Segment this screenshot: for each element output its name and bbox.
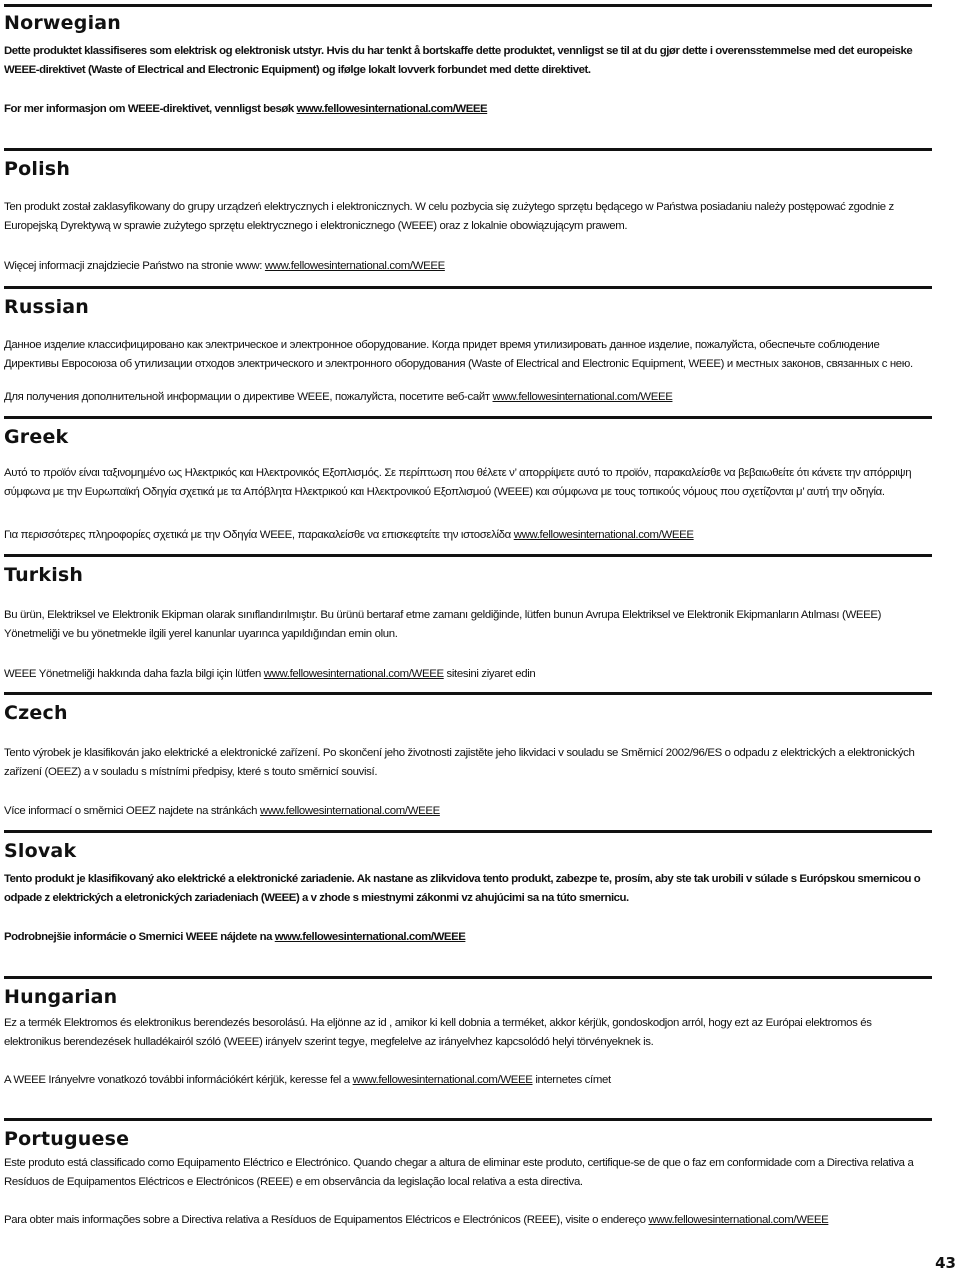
- section-divider: [4, 976, 932, 979]
- section-divider: [4, 416, 932, 419]
- section-heading: Greek: [4, 426, 69, 448]
- more-info-text: WEEE Yönetmeliği hakkında daha fazla bilgi için lütfen: [4, 668, 264, 680]
- more-info-text: Для получения дополнительной информации о директиве WEEE, пожалуйста, посетите веб-сайт: [4, 391, 493, 403]
- section-heading: Hungarian: [4, 986, 118, 1008]
- more-info-text: A WEEE Irányelvre vonatkozó további információkért kérjük, keresse fel a: [4, 1074, 353, 1086]
- more-info-line: [4, 388, 930, 407]
- weee-link[interactable]: www.fellowesinternational.com/WEEE: [274, 931, 466, 943]
- more-info-line: [4, 665, 930, 684]
- section-body: Αυτό το προϊόν είναι ταξινομημένο ως Ηλεκτρικός και Ηλεκτρονικός Εξοπλισμός. Σε περίπτωση που θέλετε ν’ απορρίψετε αυτό το προϊόν, παρακαλείσθε να βεβαιωθείτε ότι κάνετε την απόρριψη σύμφωνα με την Ευρωπαϊκή Οδηγία σχετικά με τα Απόβλητα Ηλεκτρικού και Ηλεκτρονικού Εξοπλισμού (WEEE) και σύμφωνα με τους τοπικούς νόμους που σχετίζονται μ’ αυτή την οδηγία.: [4, 467, 912, 498]
- section-body: Este produto está classificado como Equipamento Eléctrico e Electrónico. Quando chegar a altura de eliminar este produto, certifique-se de que o faz em conformidade com a Directiva relativa a Resíduos de Equipamentos Eléctricos e Electrónicos (REEE) e em observância da legislação local relativa a esta directiva.: [4, 1157, 914, 1188]
- weee-link[interactable]: www.fellowesinternational.com/WEEE: [648, 1214, 829, 1226]
- more-info-text: For mer informasjon om WEEE-direktivet, vennligst besøk: [4, 103, 297, 115]
- section-greek: [4, 416, 932, 541]
- section-body: Ten produkt został zaklasyfikowany do grupy urządzeń elektrycznych i elektronicznych. W celu pozbycia się zużytego sprzętu będącego w Państwa posiadaniu należy postępować zgodnie z Europejską Dyrektywą w sprawie zużytego sprzętu elektrycznego i elektronicznego (WEEE) oraz z lokalnie obowiązującym prawem.: [4, 201, 894, 232]
- page-number: 43: [935, 1254, 956, 1272]
- weee-link[interactable]: www.fellowesinternational.com/WEEE: [263, 668, 444, 680]
- more-info-line: [4, 257, 930, 276]
- more-info-text: Podrobnejšie informácie o Smernici WEEE nájdete na: [4, 931, 275, 943]
- section-heading: Norwegian: [4, 12, 122, 34]
- weee-link[interactable]: www.fellowesinternational.com/WEEE: [513, 529, 694, 541]
- more-info-text: Για περισσότερες πληροφορίες σχετικά με την Οδηγία WEEE, παρακαλείσθε να επισκεφτείτε την ιστοσελίδα: [4, 529, 514, 541]
- more-info-line: [4, 100, 930, 119]
- weee-link[interactable]: www.fellowesinternational.com/WEEE: [259, 805, 440, 817]
- more-info-line: [4, 928, 930, 947]
- section-body: Tento výrobek je klasifikován jako elektrické a elektronické zařízení. Po skončení jeho životnosti zajistěte jeho likvidaci v souladu se Směrnicí 2002/96/ES o odpadu z elektrických a elektronických zařízení (OEEZ) a v souladu s místními předpisy, které s touto směrnicí souvisí.: [4, 747, 915, 778]
- section-heading: Russian: [4, 296, 90, 318]
- more-info-suffix: internetes címet: [532, 1074, 611, 1086]
- more-info-text: Více informací o směrnici OEEZ najdete na stránkách: [4, 805, 260, 817]
- section-heading: Portuguese: [4, 1128, 130, 1150]
- section-divider: [4, 4, 932, 7]
- section-divider: [4, 1118, 932, 1121]
- more-info-line: [4, 1211, 930, 1230]
- section-norwegian: [4, 4, 932, 115]
- more-info-line: [4, 802, 930, 821]
- section-heading: Slovak: [4, 840, 77, 862]
- section-body: Данное изделие классифицировано как электрическое и электронное оборудование. Когда придет время утилизировать данное изделие, пожалуйста, обеспечьте соблюдение Директивы Евросоюза об утилизации отходов электрического и электронного оборудования (Waste of Electrical and Electronic Equipment, WEEE) и местных законов, связанных с нею.: [4, 339, 913, 370]
- more-info-suffix: sitesini ziyaret edin: [443, 668, 536, 680]
- section-divider: [4, 830, 932, 833]
- section-hungarian: [4, 976, 932, 1086]
- section-divider: [4, 148, 932, 151]
- section-body: Ez a termék Elektromos és elektronikus berendezés besorolású. Ha eljönne az id , amikor ki kell dobnia a terméket, akkor kérjük, gondoskodjon arról, hogy ezt az Európai elektromos és elektronikus berendezések hulladékairól szóló (WEEE) irányelv szerint tegye, megfelelve az irányelvhez kapcsolódó helyi törvényeknek is.: [4, 1017, 872, 1048]
- weee-link[interactable]: www.fellowesinternational.com/WEEE: [296, 103, 488, 115]
- section-russian: [4, 286, 932, 403]
- section-portuguese: [4, 1118, 932, 1226]
- section-heading: Turkish: [4, 564, 84, 586]
- weee-link[interactable]: www.fellowesinternational.com/WEEE: [352, 1074, 533, 1086]
- section-divider: [4, 554, 932, 557]
- section-czech: [4, 692, 932, 817]
- weee-link[interactable]: www.fellowesinternational.com/WEEE: [264, 260, 445, 272]
- section-divider: [4, 286, 932, 289]
- section-heading: Polish: [4, 158, 71, 180]
- more-info-text: Para obter mais informações sobre a Directiva relativa a Resíduos de Equipamentos Eléctricos e Electrónicos (REEE), visite o endereço: [4, 1214, 649, 1226]
- more-info-line: [4, 526, 930, 545]
- more-info-text: Więcej informacji znajdziecie Państwo na stronie www:: [4, 260, 265, 272]
- section-body: Tento produkt je klasifikovaný ako elektrické a elektronické zariadenie. Ak nastane as zlikvidova tento produkt, zabezpe te, prosím, aby ste tak urobili v súlade s Európskou smernicou o odpade z elektrických a eletronických zariadeniach (WEEE) a v zhode s miestnymi zákonmi vz ahujúcimi sa na túto smernicu.: [4, 873, 921, 904]
- weee-link[interactable]: www.fellowesinternational.com/WEEE: [492, 391, 673, 403]
- section-body: Dette produktet klassifiseres som elektrisk og elektronisk utstyr. Hvis du har tenkt å bortskaffe dette produktet, vennligst se til at du gjør dette i overensstemmelse med det europeiske WEEE-direktivet (Waste of Electrical and Electronic Equipment) og ifølge lokalt lovverk forbundet med dette direktivet.: [4, 45, 913, 76]
- section-body: Bu ürün, Elektriksel ve Elektronik Ekipman olarak sınıflandırılmıştır. Bu ürünü bertaraf etme zamanı geldiğinde, lütfen bunun Avrupa Elektriksel ve Elektronik Ekipmanların Atılması (WEEE) Yönetmeliği ve bu yönetmekle ilgili yerel kanunlar uyarınca yapıldığından emin olun.: [4, 609, 882, 640]
- section-turkish: [4, 554, 932, 680]
- more-info-line: [4, 1071, 930, 1090]
- section-polish: [4, 148, 932, 272]
- section-slovak: [4, 830, 932, 943]
- section-heading: Czech: [4, 702, 68, 724]
- section-divider: [4, 692, 932, 695]
